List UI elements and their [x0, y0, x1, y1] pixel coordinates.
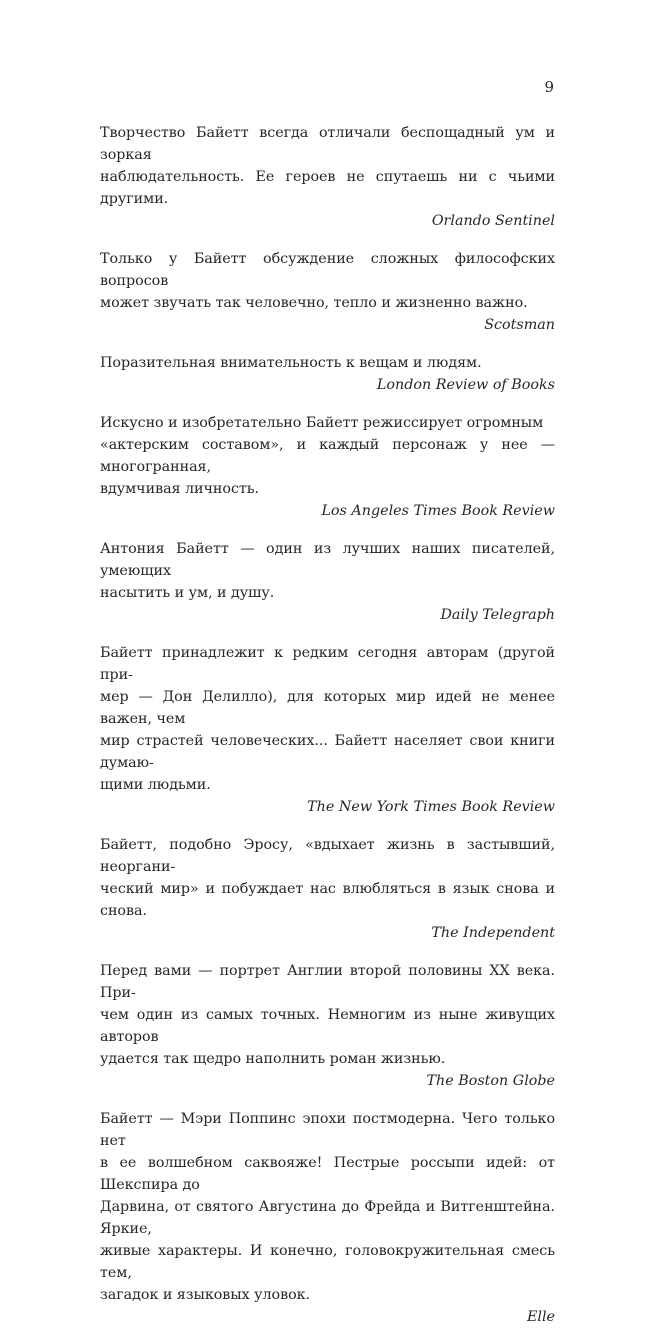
- page-number: 9: [544, 78, 554, 96]
- review-source: The Boston Globe: [426, 1073, 555, 1089]
- review-source: The Independent: [431, 925, 555, 941]
- review-quote-line: удается так щедро наполнить роман жизнью.: [100, 1051, 446, 1067]
- review-source: Elle: [526, 1309, 555, 1325]
- review: [100, 122, 555, 232]
- review-quote: [100, 412, 555, 500]
- review-quote: [100, 248, 555, 314]
- review-quote-line: Творчество Байетт всегда отличали беспощадный ум и зоркая: [100, 125, 555, 163]
- review-quote-line: ческий мир» и побуждает нас влюбляться в язык снова и снова.: [100, 881, 555, 919]
- review-quote-line: в ее волшебном саквояже! Пестрые россыпи идей: от Шекспира до: [100, 1155, 555, 1193]
- review-quote: [100, 352, 555, 374]
- review-quote-line: Поразительная внимательность к вещам и людям.: [100, 355, 482, 371]
- reviews-list: [100, 122, 555, 1344]
- review: [100, 248, 555, 336]
- review-quote-line: вдумчивая личность.: [100, 481, 259, 497]
- review-quote-line: мер — Дон Делилло), для которых мир идей не менее важен, чем: [100, 689, 555, 727]
- review-quote-line: щими людьми.: [100, 777, 211, 793]
- review: [100, 642, 555, 818]
- review-quote-line: Байетт — Мэри Поппинс эпохи постмодерна. Чего только нет: [100, 1111, 555, 1149]
- review-source: Los Angeles Times Book Review: [321, 503, 555, 519]
- review-quote-line: Дарвина, от святого Августина до Фрейда и Витгенштейна. Яркие,: [100, 1199, 555, 1237]
- review-quote-line: Антония Байетт — один из лучших наших писателей, умеющих: [100, 541, 555, 579]
- review-source: London Review of Books: [376, 377, 555, 393]
- review-quote-line: может звучать так человечно, тепло и жизненно важно.: [100, 295, 528, 311]
- review-quote-line: наблюдательность. Ее героев не спутаешь ни с чьими другими.: [100, 169, 555, 207]
- review-quote: [100, 834, 555, 922]
- review-source: Daily Telegraph: [440, 607, 555, 623]
- review-quote: [100, 960, 555, 1070]
- review: [100, 538, 555, 626]
- review-quote-line: Искусно и изобретательно Байетт режиссирует огромным: [100, 415, 544, 431]
- review-quote: [100, 642, 555, 796]
- review-source: The New York Times Book Review: [307, 799, 555, 815]
- review-quote: [100, 1108, 555, 1306]
- review-quote-line: Перед вами — портрет Англии второй половины XX века. При-: [100, 963, 555, 1001]
- review: [100, 960, 555, 1092]
- review: [100, 412, 555, 522]
- review-quote-line: загадок и языковых уловок.: [100, 1287, 311, 1303]
- review-source: Orlando Sentinel: [431, 213, 555, 229]
- review-source: Scotsman: [484, 317, 555, 333]
- review-quote-line: «актерским составом», и каждый персонаж у нее — многогранная,: [100, 437, 555, 475]
- review-quote-line: чем один из самых точных. Немногим из ныне живущих авторов: [100, 1007, 555, 1045]
- review-quote-line: Только у Байетт обсуждение сложных философских вопросов: [100, 251, 555, 289]
- review: [100, 834, 555, 944]
- review-quote-line: живые характеры. И конечно, головокружительная смесь тем,: [100, 1243, 555, 1281]
- review: [100, 1108, 555, 1328]
- review-quote-line: Байетт, подобно Эросу, «вдыхает жизнь в застывший, неоргани-: [100, 837, 555, 875]
- review-quote-line: Байетт принадлежит к редким сегодня авторам (другой при-: [100, 645, 555, 683]
- review: [100, 352, 555, 396]
- review-quote: [100, 538, 555, 604]
- review-quote-line: мир страстей человеческих... Байетт населяет свои книги думаю-: [100, 733, 555, 771]
- review-quote-line: насытить и ум, и душу.: [100, 585, 275, 601]
- review-quote: [100, 122, 555, 210]
